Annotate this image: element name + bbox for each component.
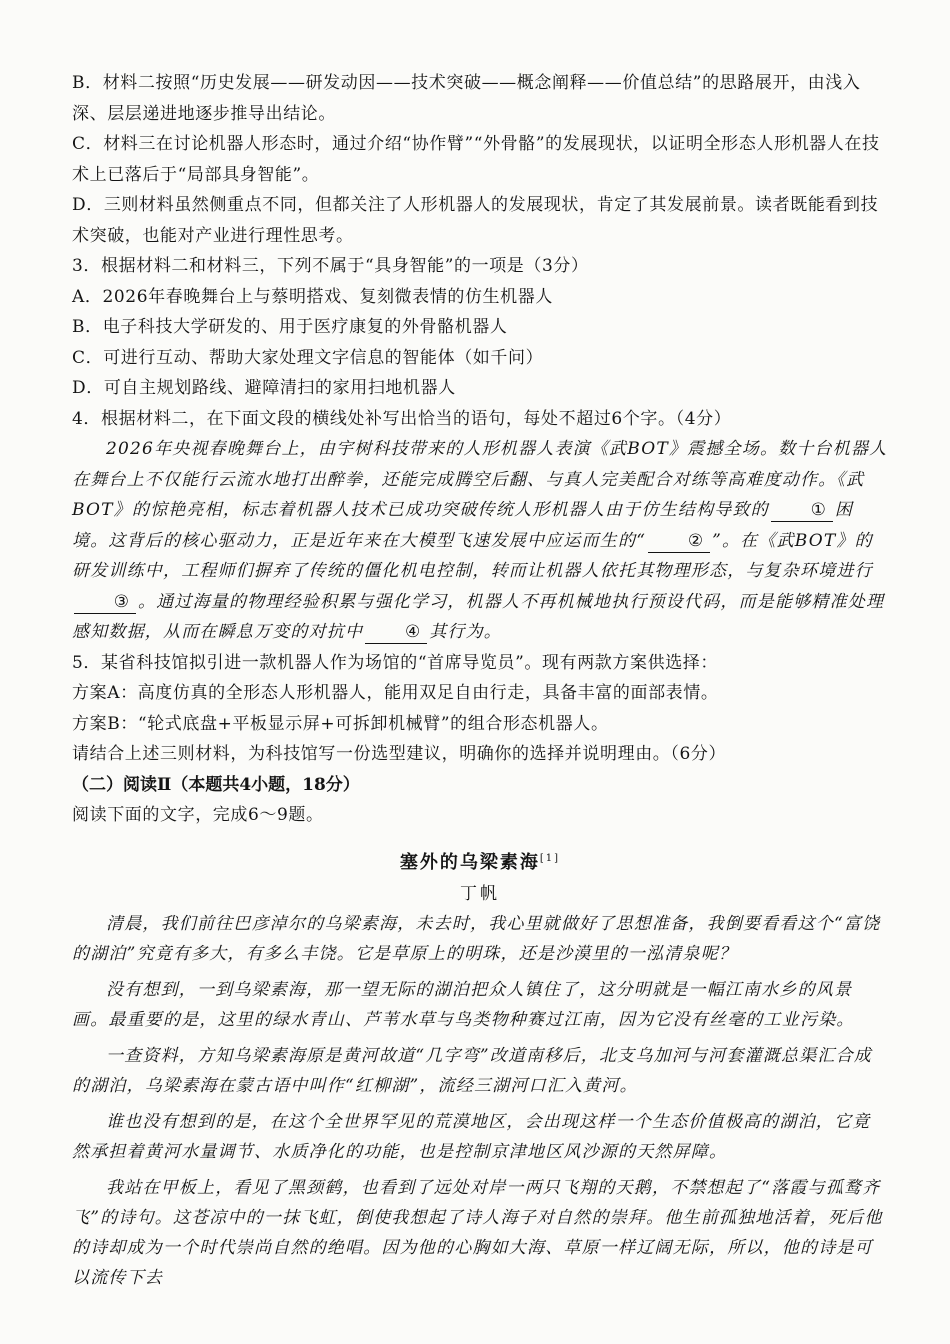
q3-stem: 3．根据材料二和材料三，下列不属于“具身智能”的一项是（3分） <box>72 256 589 276</box>
q5-ask: 请结合上述三则材料，为科技馆写一份选型建议，明确你的选择并说明理由。（6分） <box>72 744 727 764</box>
footnote-mark: [1] <box>539 852 561 864</box>
q3-option-a: A．2026年春晚舞台上与蔡明搭戏、复刻微表情的仿生机器人 <box>72 286 553 307</box>
q5-plan-a: 方案A：高度仿真的全形态人形机器人，能用双足自由行走，具备丰富的面部表情。 <box>72 683 719 703</box>
q2-option-b: B．材料二按照“历史发展——研发动因——技术突破——概念阐释——价值总结”的思路展开，由浅入深、层层递进地逐步推导出结论。 <box>72 73 861 124</box>
story-title <box>72 843 888 879</box>
q4-blank-1: ① <box>771 499 833 522</box>
story-title-text: 塞外的乌梁素海 <box>399 851 540 873</box>
section-heading: （二）阅读Ⅱ（本题共4小题，18分） <box>72 774 360 795</box>
story-author: 丁帆 <box>460 883 500 904</box>
q4-text-1: 2026年央视春晚舞台上，由宇树科技带来的人形机器人表演《武BOT》震撼全场。数十台机器人在舞台上不仅能行云流水地打出醉拳，还能完成腾空后翻、与真人完美配合对练等高难度动作。《武BOT》的惊艳亮相，标志着机器人技术已成功突破传统人形机器人由于仿生结构导致的 <box>72 439 888 520</box>
q5-plan-b: 方案B：“轮式底盘+平板显示屏+可拆卸机械臂”的组合形态机器人。 <box>72 713 609 734</box>
story-body <box>72 909 888 1293</box>
story-paragraph: 我站在甲板上，看见了黑颈鹤，也看到了远处对岸一两只飞翔的天鹅，不禁想起了“落霞与孤鹜齐飞”的诗句。这苍凉中的一抹飞虹，倒使我想起了诗人海子对自然的崇拜。他生前孤独地活着，死后他的诗却成为一个时代崇尚自然的绝唱。因为他的心胸如大海、草原一样辽阔无际，所以，他的诗是可以流传下去 <box>72 1177 883 1288</box>
q2-option-c: C．材料三在讨论机器人形态时，通过介绍“协作臂”“外骨骼”的发展现状，以证明全形态人形机器人在技术上已落后于“局部具身智能”。 <box>72 134 880 185</box>
q3-option-d: D．可自主规划路线、避障清扫的家用扫地机器人 <box>72 378 456 398</box>
q4-stem: 4．根据材料二，在下面文段的横线处补写出恰当的语句，每处不超过6个字。（4分） <box>72 408 732 429</box>
story-paragraph: 一查资料，方知乌梁素海原是黄河故道“几字弯”改道南移后，北支乌加河与河套灌溉总渠汇合成的湖泊，乌梁素海在蒙古语中叫作“红柳湖”，流经三湖河口汇入黄河。 <box>72 1045 872 1096</box>
q4-blank-2: ② <box>648 530 710 553</box>
q5-stem: 5．某省科技馆拟引进一款机器人作为场馆的“首席导览员”。现有两款方案供选择： <box>72 652 718 673</box>
q4-blank-3: ③ <box>74 591 136 614</box>
q4-text-4: 。通过海量的物理经验积累与强化学习，机器人不再机械地执行预设代码，而是能够精准处理感知数据，从而在瞬息万变的对抗中 <box>72 591 885 642</box>
story-paragraph: 没有想到，一到乌梁素海，那一望无际的湖泊把众人镇住了，这分明就是一幅江南水乡的风景画。最重要的是，这里的绿水青山、芦苇水草与鸟类物种赛过江南，因为它没有丝毫的工业污染。 <box>72 979 855 1030</box>
q2-option-d: D．三则材料虽然侧重点不同，但都关注了人形机器人的发展现状，肯定了其发展前景。读者既能看到技术突破，也能对产业进行理性思考。 <box>72 195 879 246</box>
q4-text-3: ”。在《武BOT》的研发训练中，工程师们摒弃了传统的僵化机电控制，转而让机器人依托其物理形态，与复杂环境进行 <box>72 530 873 581</box>
q4-text-5: 其行为。 <box>429 622 503 642</box>
q3-option-c: C．可进行互动、帮助大家处理文字信息的智能体（如千问） <box>72 347 544 368</box>
section-instruction: 阅读下面的文字，完成6～9题。 <box>72 805 324 825</box>
q4-blank-4: ④ <box>365 621 427 644</box>
q4-passage <box>72 434 888 648</box>
story-paragraph: 清晨，我们前往巴彦淖尔的乌梁素海，未去时，我心里就做好了思想准备，我倒要看看这个“富饶的湖泊”究竟有多大，有多么丰饶。它是草原上的明珠，还是沙漠里的一泓清泉呢？ <box>72 913 881 964</box>
q4-text-2: 困境。这背后的核心驱动力，正是近年来在大模型飞速发展中应运而生的“ <box>72 500 854 551</box>
story-paragraph: 谁也没有想到的是，在这个全世界罕见的荒漠地区，会出现这样一个生态价值极高的湖泊，它竟然承担着黄河水量调节、水质净化的功能，也是控制京津地区风沙源的天然屏障。 <box>72 1111 871 1162</box>
q3-option-b: B．电子科技大学研发的、用于医疗康复的外骨骼机器人 <box>72 317 508 337</box>
